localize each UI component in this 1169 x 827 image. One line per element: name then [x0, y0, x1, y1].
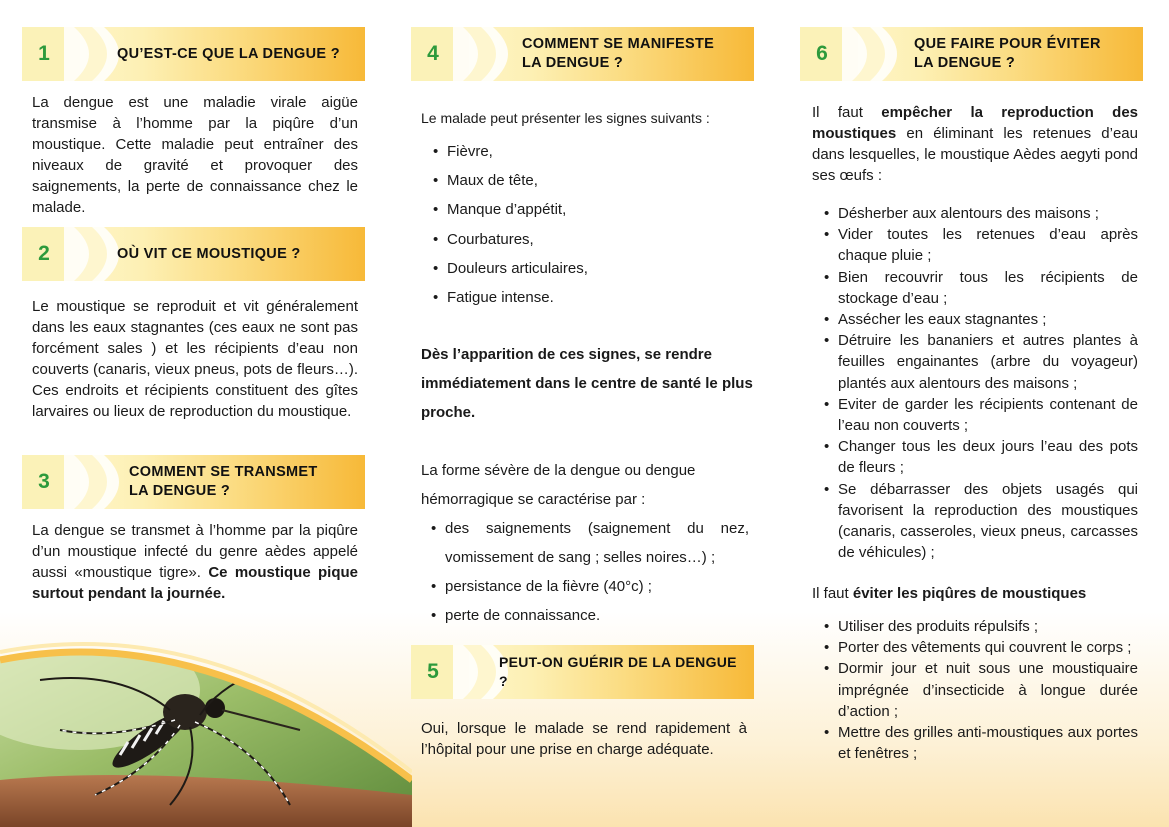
symptom-item: • Courbatures,	[425, 225, 745, 254]
bites-list	[816, 616, 1138, 764]
section-5-title: PEUT-ON GUÉRIR DE LA DENGUE ?	[499, 654, 737, 689]
section-3-header	[22, 455, 365, 509]
symptoms-list	[425, 137, 745, 312]
bites-item: • Porter des vêtements qui couvrent le corps ;	[816, 637, 1138, 658]
section-4-number: 4	[427, 42, 439, 65]
section-1-body: La dengue est une maladie virale aigüe transmise à l’homme par la piqûre d’un moustique. Cette maladie peut entraîner des niveaux de gravité et provoquer des saignements, la perte de connaissance chez le malade.	[32, 94, 358, 216]
section-1-header	[22, 27, 365, 81]
section-6-title	[914, 27, 1135, 81]
symptom-item: • Fatigue intense.	[425, 283, 745, 312]
panel-middle	[411, 0, 756, 827]
bites-item: • Mettre des grilles anti-moustiques aux portes et fenêtres ;	[816, 722, 1138, 764]
section-3-body	[32, 520, 358, 604]
section-6-intro-b: en éliminant les retenues d’eau dans lesquelles, le moustique Aèdes aegyti pond ses œufs :	[812, 125, 1138, 184]
severe-list	[423, 514, 749, 630]
symptom-item: • Maux de tête,	[425, 166, 745, 195]
symptom-item: • Douleurs articulaires,	[425, 254, 745, 283]
bites-item: • Dormir jour et nuit sous une moustiquaire imprégnée d’insecticide à longue durée d’action ;	[816, 658, 1138, 722]
prevention-item: • Bien recouvrir tous les récipients de stockage d’eau ;	[816, 267, 1138, 309]
section-6-title-line2: LA DENGUE ?	[914, 55, 1016, 71]
section-5-body: Oui, lorsque le malade se rend rapidement à l’hôpital pour une prise en charge adéquate.	[421, 720, 747, 758]
bites-item: • Utiliser des produits répulsifs ;	[816, 616, 1138, 637]
section-2-number: 2	[38, 242, 50, 265]
prevention-item: • Désherber aux alentours des maisons ;	[816, 203, 1138, 224]
section-5-header	[411, 645, 754, 699]
symptom-item: • Manque d’appétit,	[425, 195, 745, 224]
bites-intro-bold: éviter les piqûres de moustiques	[852, 585, 1087, 602]
section-4-alert: Dès l’apparition de ces signes, se rendre immédiatement dans le centre de santé le plus proche.	[421, 346, 753, 421]
section-1-title: QU’EST-CE QUE LA DENGUE ?	[117, 45, 340, 62]
section-3-body-text: La dengue se transmet à l’homme par la piqûre d’un moustique infecté du genre aèdes appelé aussi «moustique tigre».	[32, 522, 358, 581]
section-6-number: 6	[816, 42, 828, 65]
section-4-header	[411, 27, 754, 81]
section-4-intro: Le malade peut présenter les signes suivants :	[421, 110, 710, 126]
section-3-number: 3	[38, 470, 50, 493]
prevention-item: • Eviter de garder les récipients contenant de l’eau non couverts ;	[816, 394, 1138, 436]
prevention-item: • Changer tous les deux jours l’eau des pots de fleurs ;	[816, 436, 1138, 478]
section-3-title-line1: COMMENT SE TRANSMET	[129, 464, 318, 480]
section-6-title-line1: QUE FAIRE POUR ÉVITER	[914, 36, 1101, 52]
section-2-title: OÙ VIT CE MOUSTIQUE ?	[117, 245, 301, 262]
section-6-intro-a: Il faut	[812, 104, 863, 121]
section-2-header	[22, 227, 365, 281]
mosquito-photo	[0, 630, 412, 827]
section-4-title	[522, 27, 746, 81]
bites-intro-a: Il faut	[812, 585, 849, 602]
symptom-item: • Fièvre,	[425, 137, 745, 166]
section-6-intro-bold: empêcher la reproduction des moustiques	[812, 104, 1139, 142]
section-3-title-line2: LA DENGUE ?	[129, 483, 231, 499]
prevention-item: • Assécher les eaux stagnantes ;	[816, 309, 1138, 330]
panel-right	[800, 0, 1145, 827]
section-6-header	[800, 27, 1143, 81]
section-6-bites-intro	[812, 583, 1138, 604]
prevention-list	[816, 203, 1138, 563]
prevention-item: • Détruire les bananiers et autres plantes à feuilles engainantes (arbre du voyageur) plantés aux alentours des maisons ;	[816, 330, 1138, 394]
section-3-body-bold: Ce moustique pique surtout pendant la journée.	[32, 564, 359, 602]
prevention-item: • Vider toutes les retenues d’eau après chaque pluie ;	[816, 224, 1138, 266]
prevention-item: • Se débarrasser des objets usagés qui favorisent la reproduction des moustiques (canaris, casseroles, vieux pneus, carcasses de véhicules) ;	[816, 479, 1138, 564]
section-4-severe-intro: La forme sévère de la dengue ou dengue hémorragique se caractérise par :	[421, 462, 696, 508]
severe-item: • persistance de la fièvre (40°c) ;	[423, 572, 749, 601]
section-5-number: 5	[427, 660, 439, 683]
section-4-title-line2: LA DENGUE ?	[522, 55, 624, 71]
section-6-intro	[812, 102, 1138, 186]
section-3-title	[129, 455, 357, 509]
section-2-body: Le moustique se reproduit et vit généralement dans les eaux stagnantes (ces eaux ne sont pas forcément sales ) et les récipients d’eau non couverts (canaris, vieux pneus, pots de fleurs…). Ces endroits et récipients constituent des gîtes larvaires ou lieux de reproduction du moustique.	[32, 298, 358, 420]
severe-item: • des saignements (saignement du nez, vomissement de sang ; selles noires…) ;	[423, 514, 749, 572]
section-4-title-line1: COMMENT SE MANIFESTE	[522, 36, 715, 52]
severe-item: • perte de connaissance.	[423, 601, 749, 630]
section-1-number: 1	[38, 42, 50, 65]
